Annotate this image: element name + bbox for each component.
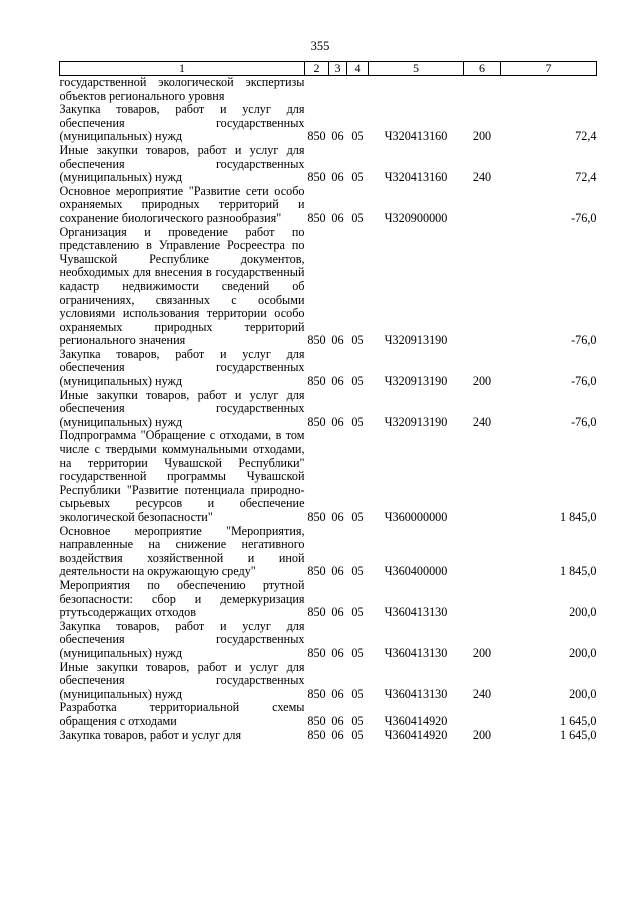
table-row (60, 579, 597, 620)
row-name-cell: Закупка товаров, работ и услуг для обеспечения государственных (муниципальных) нужд (59, 346, 305, 389)
amount-cell: 1 845,0 (559, 510, 597, 524)
row-name-cell: Организация и проведение работ по представлению в Управление Росреестра по Чувашской Республике документов, необходимых для внесения в государственный кадастр недвижимости сведений об ограничениях, связанных с особыми условиями использования территории особо охраняемых природных территорий регионального значения (59, 224, 305, 348)
table-row (60, 701, 597, 728)
subsection-code-cell: 05 (351, 605, 364, 620)
admin-code-cell: 850 (307, 605, 326, 620)
target-article-cell: Ч360400000 (384, 564, 448, 579)
subsection-code-cell: 05 (351, 564, 364, 579)
amount-cell: -76,0 (571, 333, 597, 348)
amount-cell: 200,0 (569, 686, 597, 701)
target-article-cell: Ч360000000 (384, 510, 448, 524)
subsection-code-cell: 05 (351, 414, 364, 429)
amount-cell: 1 645,0 (559, 713, 597, 728)
amount-cell: 1 845,0 (559, 564, 597, 579)
section-code-cell: 06 (331, 129, 344, 144)
table-row (60, 185, 597, 226)
amount-cell: 1 645,0 (559, 727, 597, 742)
table-row (60, 348, 597, 389)
column-header-5: 5 (369, 62, 464, 76)
admin-code-cell: 850 (307, 170, 326, 185)
amount-cell: -76,0 (571, 414, 597, 429)
expense-type-cell (464, 76, 501, 104)
target-article-cell: Ч360414920 (384, 727, 448, 742)
target-article-cell: Ч320413160 (384, 170, 448, 185)
column-header-3: 3 (329, 62, 347, 76)
target-article-cell: Ч320913190 (384, 374, 448, 389)
admin-code-cell: 850 (307, 564, 326, 579)
expense-type-cell (464, 226, 501, 348)
target-article-cell: Ч320413160 (384, 129, 448, 144)
row-name-cell: Закупка товаров, работ и услуг для обеспечения государственных (муниципальных) нужд (59, 102, 305, 144)
expense-type-cell (464, 525, 501, 579)
subsection-code-cell: 05 (351, 210, 364, 225)
section-code-cell: 06 (331, 564, 344, 579)
expense-type-cell: 200 (472, 727, 492, 742)
section-code-cell: 06 (331, 170, 344, 185)
section-code-cell: 06 (331, 605, 344, 620)
table-row (60, 525, 597, 579)
expense-type-cell: 200 (472, 129, 492, 144)
table-row (60, 661, 597, 702)
subsection-code-cell: 05 (351, 374, 364, 389)
column-number-row (60, 62, 597, 76)
table-body (60, 76, 597, 743)
target-article-cell: Ч320913190 (384, 333, 448, 348)
row-name-cell: Иные закупки товаров, работ и услуг для обеспечения государственных (муниципальных) нужд (59, 142, 305, 185)
expense-type-cell (464, 429, 501, 524)
section-code-cell: 06 (331, 727, 344, 742)
page-number: 355 (310, 39, 330, 53)
row-name-cell: Подпрограмма "Обращение с отходами, в том числе с твердыми коммунальными отходами, на территории Чувашской Республики" государственной программы Чувашской Республики "Развитие потенциала природно-сырьевых ресурсов и обеспечение экологической безопасности" (59, 428, 305, 524)
row-name-cell: Мероприятия по обеспечению ртутной безопасности: сбор и демеркуризация ртутьсодержащих отходов (59, 577, 305, 620)
table-row (60, 226, 597, 348)
admin-code-cell: 850 (307, 686, 326, 701)
subsection-code-cell: 05 (351, 727, 364, 742)
admin-code-cell: 850 (307, 727, 326, 742)
row-name-cell: Разработка территориальной схемы обращения с отходами (59, 700, 305, 728)
table-row (60, 389, 597, 430)
subsection-code-cell: 05 (351, 129, 364, 144)
table-row (60, 620, 597, 661)
section-code-cell: 06 (331, 686, 344, 701)
subsection-code-cell: 05 (351, 645, 364, 660)
row-name-cell: Основное мероприятие "Развитие сети особо охраняемых природных территорий и сохранение биологического разнообразия" (59, 183, 305, 225)
column-header-6: 6 (464, 62, 501, 76)
section-code-cell: 06 (331, 374, 344, 389)
row-name-cell: Иные закупки товаров, работ и услуг для обеспечения государственных (муниципальных) нужд (59, 387, 305, 429)
row-name-cell: Закупка товаров, работ и услуг для обеспечения государственных (муниципальных) нужд (59, 618, 305, 660)
admin-code-cell (305, 76, 329, 104)
budget-table (59, 61, 597, 742)
subsection-code-cell (347, 76, 369, 104)
expense-type-cell: 240 (472, 686, 492, 701)
target-article-cell (369, 76, 464, 104)
target-article-cell: Ч360414920 (384, 713, 448, 728)
expense-type-cell: 200 (472, 374, 492, 389)
admin-code-cell: 850 (307, 374, 326, 389)
subsection-code-cell: 05 (351, 170, 364, 185)
target-article-cell: Ч360413130 (384, 686, 448, 701)
target-article-cell: Ч320900000 (384, 210, 448, 225)
amount-cell (501, 76, 597, 104)
row-name-cell: государственной экологической экспертизы объектов регионального уровня (59, 75, 305, 103)
target-article-cell: Ч360413130 (384, 645, 448, 660)
amount-cell: 72,4 (575, 129, 597, 144)
section-code-cell: 06 (331, 414, 344, 429)
expense-type-cell (464, 185, 501, 226)
target-article-cell: Ч320913190 (384, 414, 448, 429)
expense-type-cell (464, 579, 501, 620)
section-code-cell: 06 (331, 645, 344, 660)
row-name-cell: Закупка товаров, работ и услуг для (59, 727, 242, 742)
subsection-code-cell: 05 (351, 510, 364, 524)
table-row (60, 144, 597, 185)
expense-type-cell (464, 701, 501, 728)
table-row (60, 729, 597, 743)
budget-table-container (59, 61, 596, 742)
table-row (60, 76, 597, 104)
table-row (60, 429, 597, 524)
admin-code-cell: 850 (307, 510, 326, 524)
admin-code-cell: 850 (307, 129, 326, 144)
target-article-cell: Ч360413130 (384, 605, 448, 620)
admin-code-cell: 850 (307, 210, 326, 225)
section-code-cell: 06 (331, 713, 344, 728)
row-name-cell: Иные закупки товаров, работ и услуг для обеспечения государственных (муниципальных) нужд (59, 659, 305, 701)
admin-code-cell: 850 (307, 414, 326, 429)
amount-cell: -76,0 (571, 374, 597, 389)
amount-cell: 200,0 (569, 605, 597, 620)
row-name-cell: Основное мероприятие "Мероприятия, направленные на снижение негативного воздействия хозяйственной и иной деятельности на окружающую среду" (59, 523, 305, 579)
column-header-7: 7 (501, 62, 597, 76)
amount-cell: 72,4 (575, 170, 597, 185)
section-code-cell (329, 76, 347, 104)
subsection-code-cell: 05 (351, 686, 364, 701)
subsection-code-cell: 05 (351, 713, 364, 728)
admin-code-cell: 850 (307, 333, 326, 348)
column-header-1: 1 (60, 62, 305, 76)
section-code-cell: 06 (331, 333, 344, 348)
section-code-cell: 06 (331, 210, 344, 225)
admin-code-cell: 850 (307, 713, 326, 728)
column-header-4: 4 (347, 62, 369, 76)
table-row (60, 103, 597, 144)
amount-cell: 200,0 (569, 645, 597, 660)
amount-cell: -76,0 (571, 210, 597, 225)
expense-type-cell: 240 (472, 414, 492, 429)
admin-code-cell: 850 (307, 645, 326, 660)
section-code-cell: 06 (331, 510, 344, 524)
expense-type-cell: 200 (472, 645, 492, 660)
subsection-code-cell: 05 (351, 333, 364, 348)
column-header-2: 2 (305, 62, 329, 76)
expense-type-cell: 240 (472, 170, 492, 185)
